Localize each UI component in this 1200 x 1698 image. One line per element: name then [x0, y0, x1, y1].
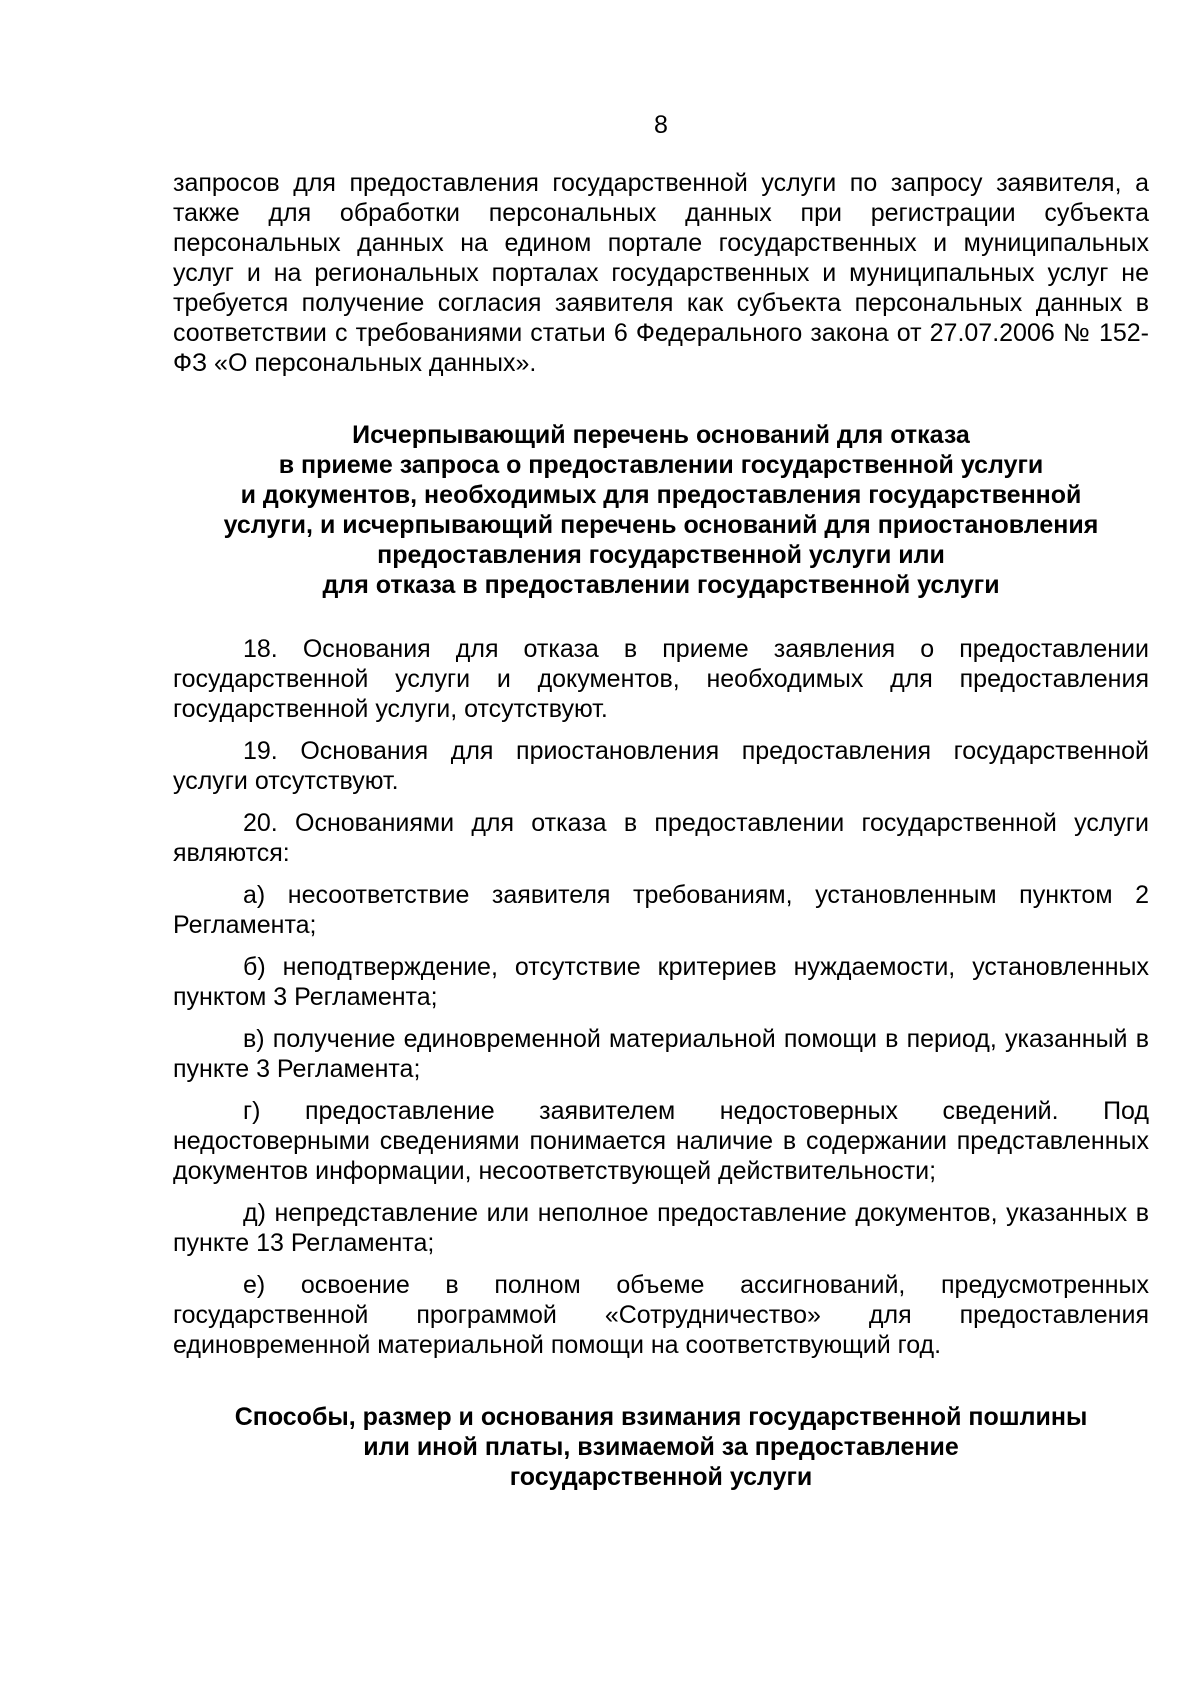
intro-paragraph: запросов для предоставления государственной услуги по запросу заявителя, а также для обработки персональных данных при регистрации субъекта персональных данных на едином портале государственных и муниципальных услуг и на региональных порталах государственных и муниципальных услуг не требуется получение согласия заявителя как субъекта персональных данных в соответствии с требованиями статьи 6 Федерального закона от 27.07.2006 № 152-ФЗ «О персональных данных». [173, 169, 1149, 377]
section-heading-refusal-grounds [173, 420, 1149, 600]
heading-line: для отказа в предоставлении государственной услуги [322, 571, 1000, 599]
paragraph-20: 20. Основаниями для отказа в предоставлении государственной услуги являются: [173, 809, 1149, 867]
list-item-d: д) непредставление или неполное предоставление документов, указанных в пункте 13 Регламента; [173, 1199, 1149, 1257]
list-item-b: б) неподтверждение, отсутствие критериев нуждаемости, установленных пунктом 3 Регламента; [173, 953, 1149, 1011]
list-item-v: в) получение единовременной материальной помощи в период, указанный в пункте 3 Регламента; [173, 1025, 1149, 1083]
document-page [173, 110, 1149, 1526]
heading-line: государственной услуги [509, 1463, 813, 1491]
heading-line: услуги, и исчерпывающий перечень оснований для приостановления [223, 511, 1099, 539]
section-refusal-grounds [173, 420, 1149, 1360]
page-number: 8 [654, 111, 668, 139]
list-item-g: г) предоставление заявителем недостоверных сведений. Под недостоверными сведениями понимается наличие в содержании представленных документов информации, несоответствующей действительности; [173, 1097, 1149, 1185]
heading-line: Способы, размер и основания взимания государственной пошлины [234, 1403, 1088, 1431]
list-item-e: е) освоение в полном объеме ассигнований, предусмотренных государственной программой «Сотрудничество» для предоставления единовременной материальной помощи на соответствующий год. [173, 1271, 1149, 1359]
section-state-fee [173, 1402, 1149, 1492]
heading-line: и документов, необходимых для предоставления государственной [240, 481, 1082, 509]
heading-line: Исчерпывающий перечень оснований для отказа [352, 421, 970, 449]
section-heading-state-fee [173, 1402, 1149, 1492]
heading-line: предоставления государственной услуги или [377, 541, 945, 569]
paragraph-19: 19. Основания для приостановления предоставления государственной услуги отсутствуют. [173, 737, 1149, 795]
heading-line: или иной платы, взимаемой за предоставление [363, 1433, 959, 1461]
paragraph-18: 18. Основания для отказа в приеме заявления о предоставлении государственной услуги и документов, необходимых для предоставления государственной услуги, отсутствуют. [173, 635, 1149, 723]
heading-line: в приеме запроса о предоставлении государственной услуги [278, 451, 1044, 479]
list-item-a: а) несоответствие заявителя требованиям, установленным пунктом 2 Регламента; [173, 881, 1149, 939]
